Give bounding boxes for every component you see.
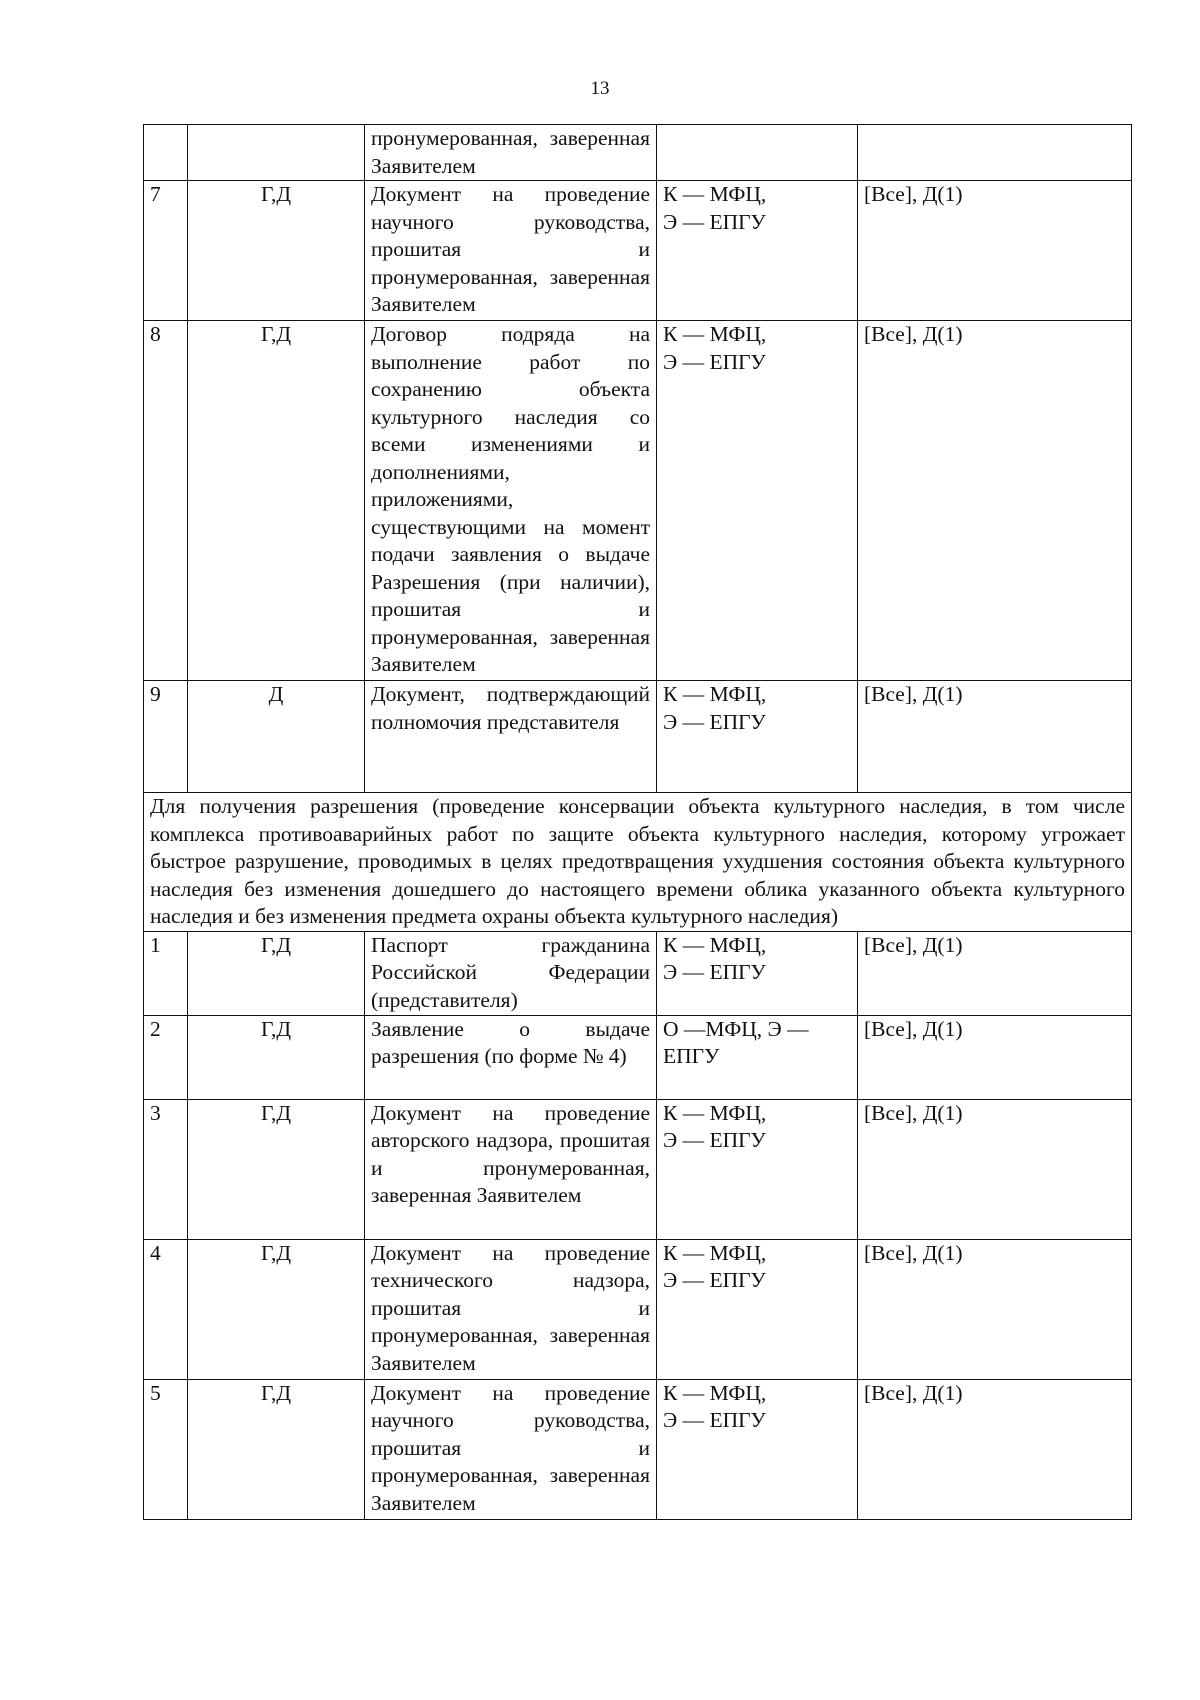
document-name: Документ на проведение научного руководства, прошитая и пронумерованная, заверенная Заявителем bbox=[365, 181, 657, 321]
requirement: [Все], Д(1) bbox=[858, 321, 1132, 681]
requirement: [Все], Д(1) bbox=[858, 931, 1132, 1015]
method-line: К — МФЦ, bbox=[663, 322, 767, 346]
document-name: Документ на проведение научного руководства, прошитая и пронумерованная, заверенная Заявителем bbox=[365, 1379, 657, 1519]
table-row bbox=[144, 1239, 1132, 1379]
method-line: О —МФЦ, Э — bbox=[663, 1016, 809, 1041]
method-line: К — МФЦ, bbox=[663, 1240, 767, 1265]
method-line: К — МФЦ, bbox=[663, 1380, 767, 1405]
table-row bbox=[144, 181, 1132, 321]
submission-method bbox=[657, 1379, 858, 1519]
table-row bbox=[144, 931, 1132, 1015]
section-heading: Для получения разрешения (проведение консервации объекта культурного наследия, в том числе комплекса противоаварийных работ по защите объекта культурного наследия, которому угрожает быстрое разрушение, проводимых в целях предотвращения ухудшения состояния объекта культурного наследия без изменения дошедшего до настоящего времени облика указанного объекта культурного наследия и без изменения предмета охраны объекта культурного наследия) bbox=[144, 793, 1132, 932]
method-line: Э — ЕПГУ bbox=[663, 709, 766, 734]
row-number: 8 bbox=[144, 321, 188, 681]
document-name: Заявление о выдаче разрешения (по форме № 4) bbox=[365, 1015, 657, 1099]
applicant-category: Г,Д bbox=[188, 1099, 365, 1239]
table-row bbox=[144, 681, 1132, 793]
row-number: 9 bbox=[144, 681, 188, 793]
requirement: [Все], Д(1) bbox=[858, 1099, 1132, 1239]
row-number: 2 bbox=[144, 1015, 188, 1099]
applicant-category: Д bbox=[188, 681, 365, 793]
method-line: Э — ЕПГУ bbox=[663, 349, 766, 374]
requirement: [Все], Д(1) bbox=[858, 681, 1132, 793]
method-line: Э — ЕПГУ bbox=[663, 1268, 766, 1292]
document-name: Документ на проведение авторского надзора, прошитая и пронумерованная, заверенная Заявителем bbox=[365, 1099, 657, 1239]
row-number bbox=[144, 125, 188, 181]
method-line: Э — ЕПГУ bbox=[663, 960, 766, 984]
applicant-category: Г,Д bbox=[188, 1015, 365, 1099]
row-number: 1 bbox=[144, 931, 188, 1015]
table-row bbox=[144, 1379, 1132, 1519]
table-row bbox=[144, 1015, 1132, 1099]
table-row bbox=[144, 125, 1132, 181]
method-line: Э — ЕПГУ bbox=[663, 1128, 766, 1152]
applicant-category: Г,Д bbox=[188, 181, 365, 321]
applicant-category: Г,Д bbox=[188, 931, 365, 1015]
row-number: 5 bbox=[144, 1379, 188, 1519]
submission-method bbox=[657, 1239, 858, 1379]
documents-table bbox=[143, 124, 1132, 1520]
document-name: Документ на проведение технического надзора, прошитая и пронумерованная, заверенная Заявителем bbox=[365, 1239, 657, 1379]
submission-method bbox=[657, 931, 858, 1015]
submission-method bbox=[657, 321, 858, 681]
method-line: Э — ЕПГУ bbox=[663, 1408, 766, 1432]
submission-method bbox=[657, 181, 858, 321]
requirement: [Все], Д(1) bbox=[858, 1015, 1132, 1099]
table-row bbox=[144, 1099, 1132, 1239]
row-number: 7 bbox=[144, 181, 188, 321]
method-line: К — МФЦ, bbox=[663, 682, 767, 706]
section-heading-row bbox=[144, 793, 1132, 932]
applicant-category bbox=[188, 125, 365, 181]
method-line: К — МФЦ, bbox=[663, 932, 767, 957]
table-row bbox=[144, 321, 1132, 681]
submission-method bbox=[657, 125, 858, 181]
row-number: 3 bbox=[144, 1099, 188, 1239]
method-line: К — МФЦ, bbox=[663, 182, 767, 206]
document-name: Договор подряда на выполнение работ по сохранению объекта культурного наследия со всеми изменениями и дополнениями, приложениями, существующими на момент подачи заявления о выдаче Разрешения (при наличии), прошитая и пронумерованная, заверенная Заявителем bbox=[365, 321, 657, 681]
method-line: ЕПГУ bbox=[663, 1044, 720, 1068]
submission-method bbox=[657, 1099, 858, 1239]
requirement: [Все], Д(1) bbox=[858, 1379, 1132, 1519]
method-line: Э — ЕПГУ bbox=[663, 209, 766, 234]
submission-method bbox=[657, 1015, 858, 1099]
applicant-category: Г,Д bbox=[188, 1379, 365, 1519]
requirement: [Все], Д(1) bbox=[858, 1239, 1132, 1379]
document-name: пронумерованная, заверенная Заявителем bbox=[365, 125, 657, 181]
document-name: Паспорт гражданина Российской Федерации (представителя) bbox=[365, 931, 657, 1015]
document-name: Документ, подтверждающий полномочия представителя bbox=[365, 681, 657, 793]
page-number: 13 bbox=[590, 78, 610, 99]
requirement bbox=[858, 125, 1132, 181]
applicant-category: Г,Д bbox=[188, 1239, 365, 1379]
row-number: 4 bbox=[144, 1239, 188, 1379]
submission-method bbox=[657, 681, 858, 793]
applicant-category: Г,Д bbox=[188, 321, 365, 681]
requirement: [Все], Д(1) bbox=[858, 181, 1132, 321]
method-line: К — МФЦ, bbox=[663, 1100, 767, 1125]
